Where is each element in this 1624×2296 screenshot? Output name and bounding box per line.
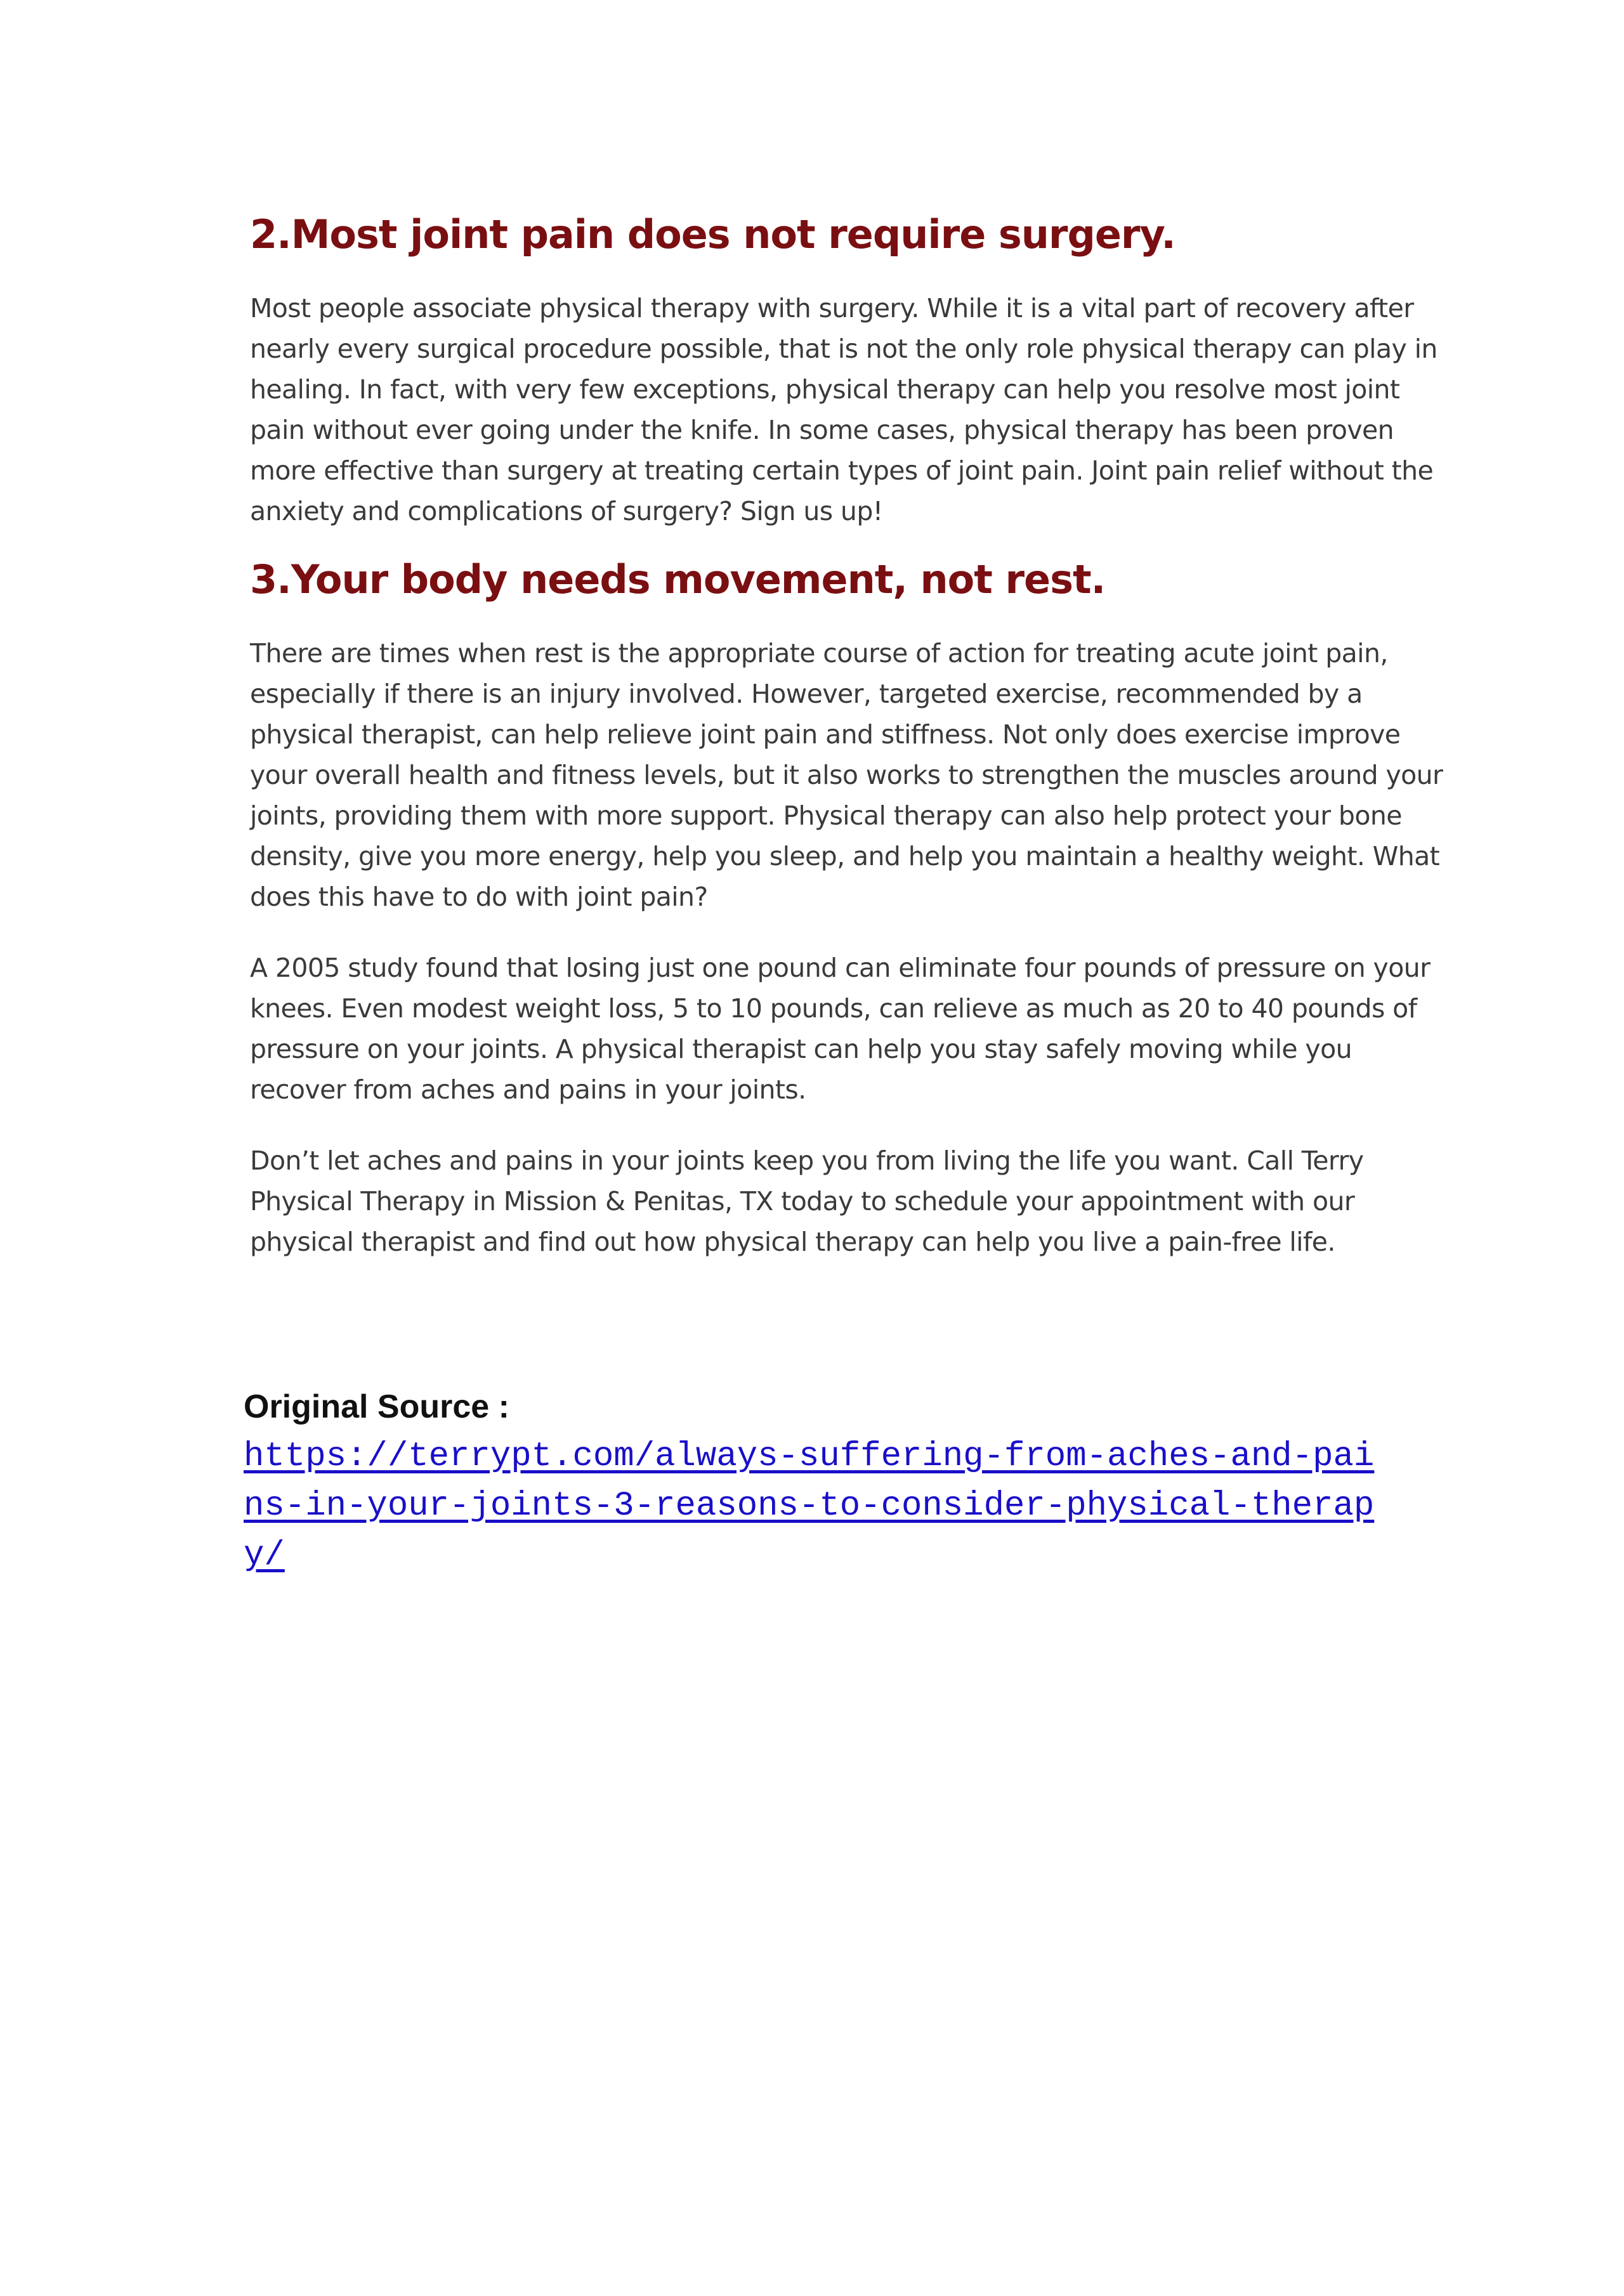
article-body (250, 209, 1455, 1262)
paragraph-weight-study: A 2005 study found that losing just one pound can eliminate four pounds of pressure on your knees. Even modest weight loss, 5 to 10 pounds, can relieve as much as 20 to 40 pounds of pressure on your joints. A physical therapist can help you stay safely moving while you recover from aches and pains in your joints. (250, 953, 1431, 1105)
section-heading-surgery: 2.Most joint pain does not require surgery. (250, 211, 1175, 258)
source-block (244, 1383, 1449, 1581)
paragraph-movement: There are times when rest is the appropriate course of action for treating acute joint pain, especially if there is an injury involved. However, targeted exercise, recommended by a physical therapist, can help relieve joint pain and stiffness. Not only does exercise improve your overall health and fitness levels, but it also works to strengthen the muscles around your joints, providing them with more support. Physical therapy can also help protect your bone density, give you more energy, help you sleep, and help you maintain a healthy weight. What does this have to do with joint pain? (250, 638, 1443, 912)
paragraph-call-to-action: Don’t let aches and pains in your joints keep you from living the life you want. Call Terry Physical Therapy in Mission & Penitas, TX today to schedule your appointment with our physical therapist and find out how physical therapy can help you live a pain-free life. (250, 1145, 1364, 1257)
section-heading-movement: 3.Your body needs movement, not rest. (250, 556, 1106, 603)
source-link[interactable]: https://terrypt.com/always-suffering-from-aches-and-pains-in-your-joints-3-reasons-to-consider-physical-therapy/ (244, 1437, 1375, 1575)
source-label: Original Source : (244, 1388, 509, 1425)
paragraph-surgery: Most people associate physical therapy with surgery. While it is a vital part of recovery after nearly every surgical procedure possible, that is not the only role physical therapy can play in healing. In fact, with very few exceptions, physical therapy can help you resolve most joint pain without ever going under the knife. In some cases, physical therapy has been proven more effective than surgery at treating certain types of joint pain. Joint pain relief without the anxiety and complications of surgery? Sign us up! (250, 293, 1437, 526)
